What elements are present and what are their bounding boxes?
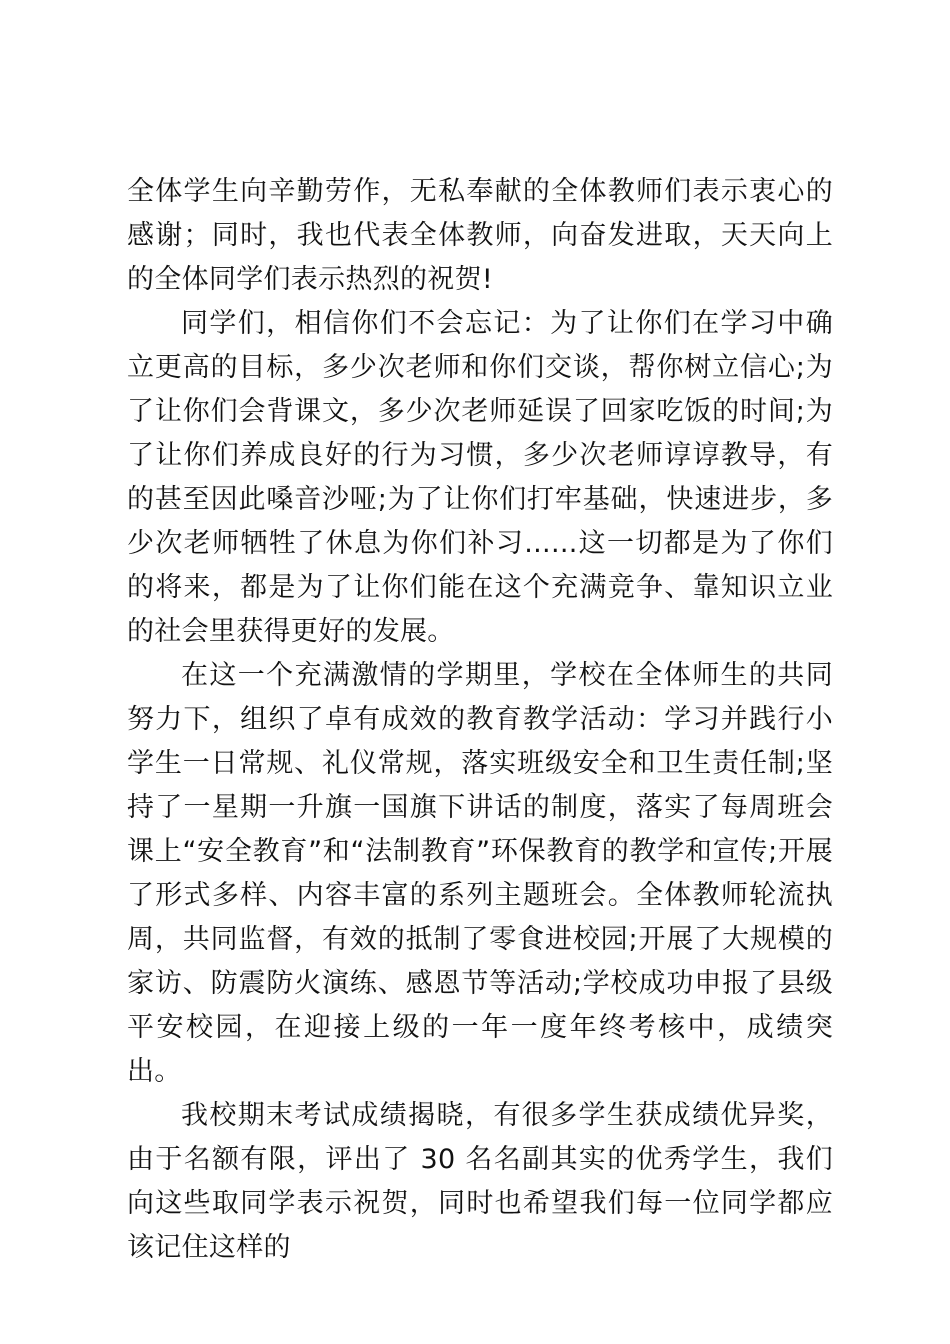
paragraph-thanks: 全体学生向辛勤劳作，无私奉献的全体教师们表示衷心的感谢；同时，我也代表全体教师，向奋发进取，天天向上的全体同学们表示热烈的祝贺! bbox=[127, 176, 833, 295]
paragraph-semester-activities: 在这一个充满激情的学期里，学校在全体师生的共同努力下，组织了卓有成效的教育教学活动：学习并践行小学生一日常规、礼仪常规，落实班级安全和卫生责任制;坚持了一星期一升旗一国旗下讲话的制度，落实了每周班会课上“安全教育”和“法制教育”环保教育的教学和宣传;开展了形式多样、内容丰富的系列主题班会。全体教师轮流执周，共同监督，有效的抵制了零食进校园;开展了大规模的家访、防震防火演练、感恩节等活动;学校成功申报了县级平安校园，在迎接上级的一年一度年终考核中，成绩突出。 bbox=[127, 660, 833, 1087]
document-body bbox=[127, 170, 833, 1270]
paragraph-exam-results: 我校期末考试成绩揭晓，有很多学生获成绩优异奖，由于名额有限，评出了 30 名名副其实的优秀学生，我们向这些取同学表示祝贺，同时也希望我们每一位同学都应该记住这样的 bbox=[127, 1100, 833, 1263]
paragraph-teachers-care: 同学们，相信你们不会忘记：为了让你们在学习中确立更高的目标，多少次老师和你们交谈，帮你树立信心;为了让你们会背课文，多少次老师延误了回家吃饭的时间;为了让你们养成良好的行为习惯，多少次老师谆谆教导，有的甚至因此嗓音沙哑;为了让你们打牢基础，快速进步，多少次老师牺牲了休息为你们补习......这一切都是为了你们的将来，都是为了让你们能在这个充满竞争、靠知识立业的社会里获得更好的发展。 bbox=[127, 308, 833, 647]
